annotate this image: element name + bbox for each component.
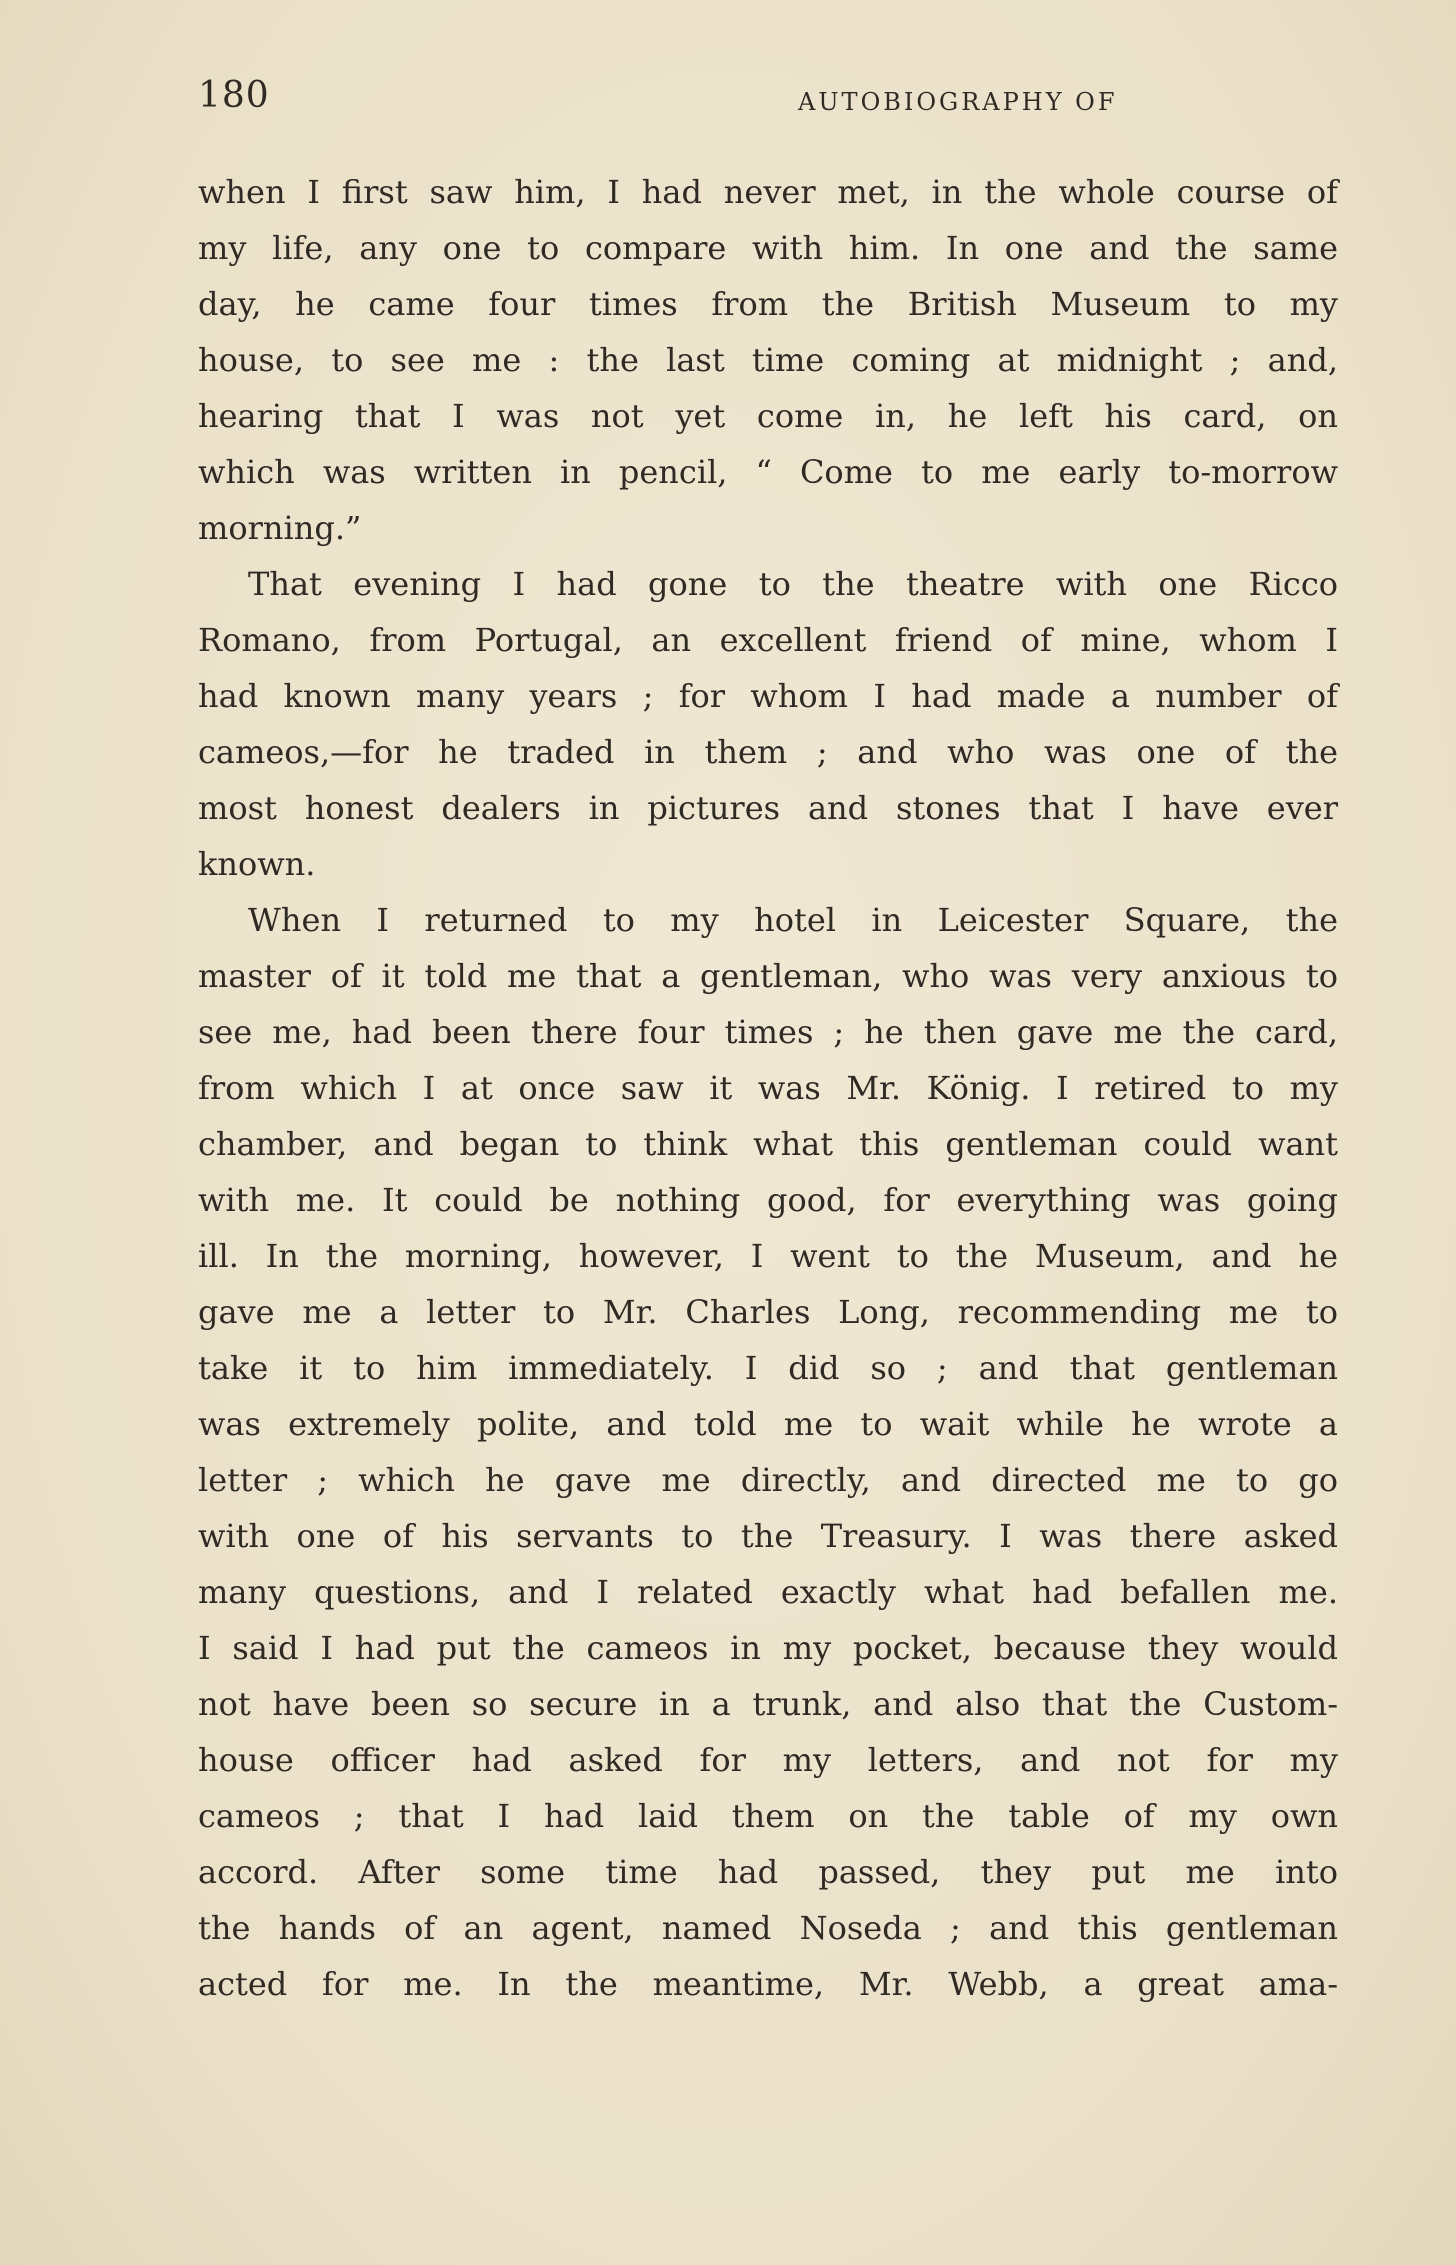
text-line: the hands of an agent, named Noseda ; and this gentleman <box>198 1909 1338 1947</box>
text-line: house officer had asked for my letters, and not for my <box>198 1741 1338 1779</box>
page-header <box>198 70 1338 130</box>
text-line: Romano, from Portugal, an excellent friend of mine, whom I <box>198 621 1338 659</box>
text-line: chamber, and began to think what this gentleman could want <box>198 1125 1338 1163</box>
text-line: house, to see me : the last time coming at midnight ; and, <box>198 341 1338 379</box>
text-line: with one of his servants to the Treasury. I was there asked <box>198 1517 1338 1555</box>
text-line: had known many years ; for whom I had made a number of <box>198 677 1338 715</box>
text-line: letter ; which he gave me directly, and directed me to go <box>198 1461 1338 1499</box>
text-line: which was written in pencil, “ Come to me early to-morrow <box>198 453 1338 491</box>
text-line: known. <box>198 845 316 883</box>
text-line: was extremely polite, and told me to wait while he wrote a <box>198 1405 1338 1443</box>
text-line: with me. It could be nothing good, for everything was going <box>198 1181 1338 1219</box>
text-line: cameos ; that I had laid them on the table of my own <box>198 1797 1338 1835</box>
text-line: day, he came four times from the British Museum to my <box>198 285 1338 323</box>
text-line: I said I had put the cameos in my pocket, because they would <box>198 1629 1338 1667</box>
text-line: That evening I had gone to the theatre with one Ricco <box>248 565 1338 603</box>
text-line: my life, any one to compare with him. In one and the same <box>198 229 1338 267</box>
text-line: hearing that I was not yet come in, he left his card, on <box>198 397 1338 435</box>
text-line: see me, had been there four times ; he then gave me the card, <box>198 1013 1338 1051</box>
text-line: when I first saw him, I had never met, in the whole course of <box>198 173 1338 211</box>
text-line: cameos,—for he traded in them ; and who was one of the <box>198 733 1338 771</box>
text-line: most honest dealers in pictures and stones that I have ever <box>198 789 1338 827</box>
text-line: accord. After some time had passed, they put me into <box>198 1853 1338 1891</box>
text-line: When I returned to my hotel in Leicester Square, the <box>248 901 1338 939</box>
text-line: not have been so secure in a trunk, and also that the Custom- <box>198 1685 1338 1723</box>
text-line: gave me a letter to Mr. Charles Long, recommending me to <box>198 1293 1338 1331</box>
text-line: master of it told me that a gentleman, who was very anxious to <box>198 957 1338 995</box>
text-line: ill. In the morning, however, I went to the Museum, and he <box>198 1237 1338 1275</box>
text-line: many questions, and I related exactly what had befallen me. <box>198 1573 1338 1611</box>
text-line: from which I at once saw it was Mr. König. I retired to my <box>198 1069 1338 1107</box>
running-head: AUTOBIOGRAPHY OF <box>798 88 1118 116</box>
page-number: 180 <box>198 75 270 116</box>
text-line: acted for me. In the meantime, Mr. Webb, a great ama- <box>198 1965 1338 2003</box>
body-text <box>198 164 1338 2012</box>
text-line: take it to him immediately. I did so ; and that gentleman <box>198 1349 1338 1387</box>
text-line: morning.” <box>198 509 362 547</box>
